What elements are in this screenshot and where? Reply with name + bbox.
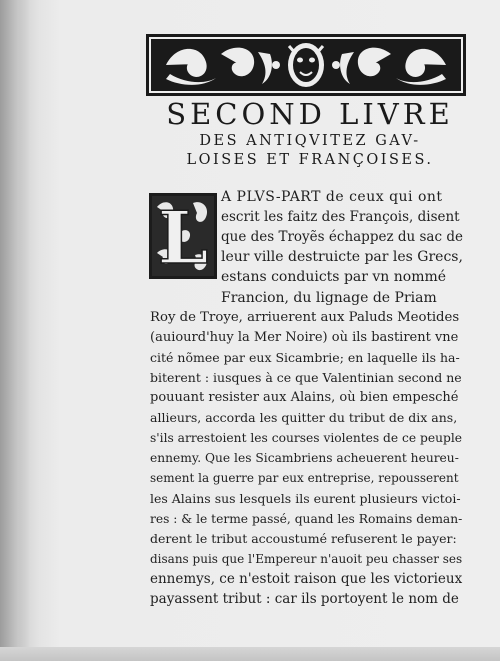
ornamental-headpiece [146,34,466,96]
text-line: estans conduicts par vn nommé [221,269,447,286]
text-line: cité nõmee par eux Sicambrie; en laquelle ils ha- [150,349,460,365]
text-line: (auiourd'huy la Mer Noire) où ils bastirent vne [150,329,459,345]
text-line: biterent : iusques à ce que Valentinian second ne [150,369,462,385]
book-title: SECOND LIVRE [166,97,454,131]
text-line: pouuant resister aux Alains, où bien empesché [150,390,459,405]
text-line: s'ils arrestoient les courses violentes de ce peuple [150,431,463,446]
headpiece-mask-icon [288,43,324,87]
text-line: payassent tribut : car ils portoyent le nom de [150,591,459,607]
svg-text:L: L [157,195,209,279]
text-line: leur ville destruicte par les Grecs, [221,249,463,266]
text-line: que des Troyẽs échappez du sac de [221,229,463,246]
text-line: disans puis que l'Empereur n'auoit peu chasser ses [150,551,463,566]
text-line: ennemys, ce n'estoit raison que les victorieux [150,570,463,587]
text-line: allieurs, accorda les quitter du tribut de dix ans, [150,410,458,426]
text-line: Roy de Troye, arriuerent aux Paluds Meotides [150,309,460,325]
page-bottom-edge [0,647,500,661]
text-line: ennemy. Que les Sicambriens acheuerent heureu- [150,451,459,466]
subtitle-line-2: LOISES ET FRANÇOISES. [186,152,434,168]
text-line: les Alains sus lesquels ils eurent plusieurs victoi- [150,490,461,506]
text-line: A PLVS-PART de ceux qui ont [221,189,443,205]
text-line: derent le tribut accoustumé refuserent le payer: [150,530,457,546]
text-line: escrit les faitz des François, disent [221,209,460,226]
decorated-initial-L [149,193,217,279]
page-gutter [0,0,30,661]
text-line: Francion, du lignage de Priam [221,289,437,306]
text-line: sement la guerre par eux entreprise, repousserent [150,471,459,486]
subtitle-line-1: DES ANTIQVITEZ GAV- [199,133,421,149]
text-line: res : & le terme passé, quand les Romains deman- [150,511,463,526]
